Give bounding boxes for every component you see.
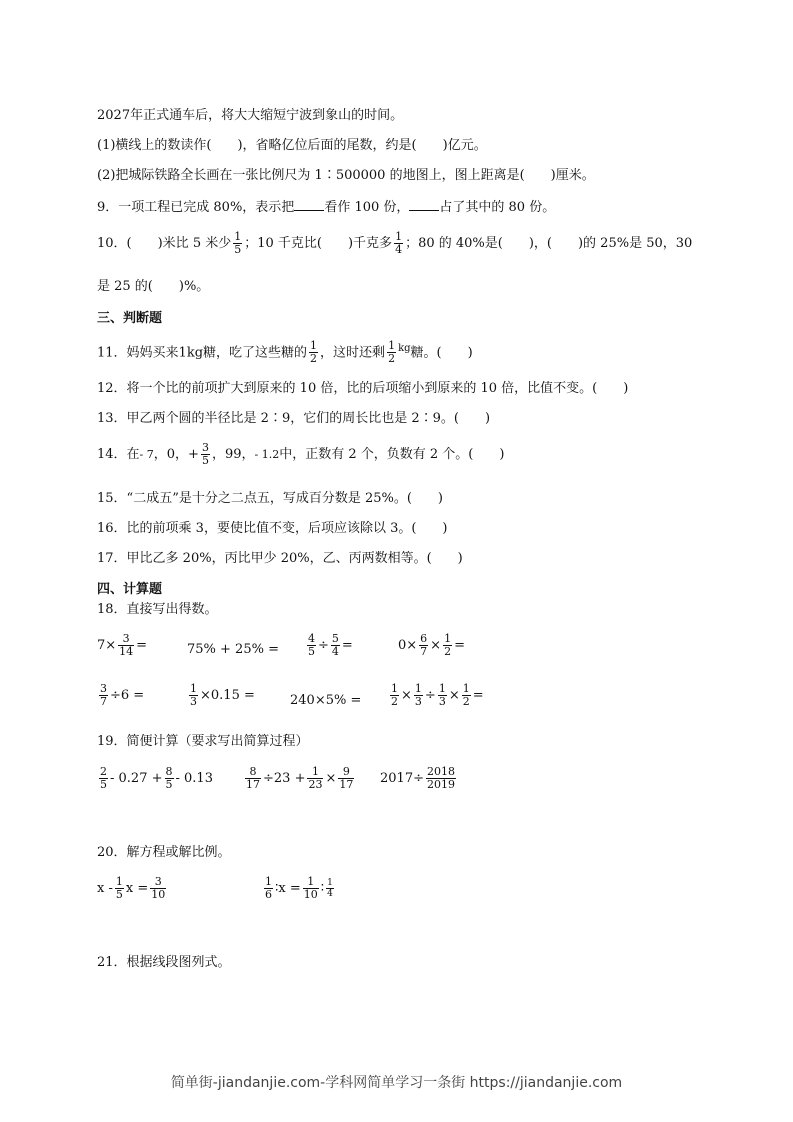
q11-kg-unit: kg — [398, 343, 411, 354]
calc-item-2: 75% + 25% = — [187, 642, 279, 657]
frac-den: 2019 — [426, 778, 455, 791]
q11-part-a: 11．妈妈买来 — [97, 345, 179, 361]
calc-text: 2017÷ — [380, 771, 424, 786]
question-17: 17．甲比乙多 20%，丙比甲少 20%，乙、丙两数相等。( ) — [97, 551, 463, 566]
simplify-item-2 — [243, 764, 356, 794]
q11-kg: 1kg — [178, 345, 204, 361]
fraction-1-4 — [394, 231, 403, 256]
fraction-6-7 — [419, 633, 428, 658]
text-line-6: 是 25 的( )%。 — [97, 279, 210, 294]
frac-den: 5 — [165, 778, 173, 791]
q9-part-a: 9．一项工程已完成 80%，表示把 — [97, 200, 295, 215]
question-13: 13．甲乙两个圆的半径比是 2∶9，它们的周长比也是 2∶9。( ) — [97, 411, 491, 426]
calc-text: x = — [125, 881, 149, 896]
frac-num: 1 — [234, 230, 242, 243]
fraction-1-2 — [390, 683, 399, 708]
q14-part-a: 14．在 — [97, 447, 140, 462]
calc-text: ÷ — [424, 688, 436, 703]
frac-den: 5 — [308, 645, 315, 658]
fraction-3-7 — [99, 683, 108, 708]
question-12: 12．将一个比的前项扩大到原来的 10 倍，比的后项缩小到原来的 10 倍，比值不变。( ) — [97, 381, 629, 396]
frac-den: 6 — [265, 888, 272, 901]
question-11 — [97, 334, 473, 368]
calc-text: ÷23 + — [263, 771, 306, 786]
calc-text: - 0.13 — [175, 771, 213, 786]
q14-part-c: ，99， — [211, 447, 255, 462]
question-20: 20．解方程或解比例。 — [97, 845, 231, 860]
calc-text: × — [430, 638, 442, 653]
calc-text: ×0.15 = — [200, 688, 255, 703]
q11-part-d: 糖。( ) — [410, 345, 473, 361]
frac-den: 14 — [119, 645, 134, 658]
frac-num: 9 — [342, 765, 350, 778]
question-18: 18．直接写出得数。 — [97, 602, 218, 617]
calc-text: ÷6 = — [110, 688, 145, 703]
frac-num: 1 — [438, 682, 446, 695]
frac-den: 3 — [438, 695, 446, 708]
fraction-2-5 — [99, 766, 108, 791]
calc-item-1 — [97, 632, 147, 660]
frac-num: 8 — [249, 765, 257, 778]
fraction-1-2 — [462, 683, 471, 708]
frac-num: 1 — [265, 875, 272, 888]
frac-den: 5 — [201, 454, 209, 467]
calc-text: = — [454, 638, 465, 653]
calc-text: ÷ — [318, 638, 329, 653]
frac-num: 1 — [327, 878, 333, 888]
frac-num: 2 — [100, 765, 107, 778]
frac-den: 23 — [308, 778, 323, 791]
section-heading-calculation: 四、计算题 — [97, 582, 163, 597]
fraction-1-23 — [307, 766, 323, 791]
calc-text: 0× — [398, 638, 418, 653]
fraction-3-10 — [150, 876, 166, 901]
q10-part-b: ；10 千克比( )千克多 — [244, 236, 393, 251]
calc-text: = — [341, 638, 353, 653]
calc-text: - 0.27 + — [110, 771, 163, 786]
frac-num: 1 — [395, 230, 403, 243]
page-footer: 简单街-jiandanjie.com-学科网简单学习一条街 https://jiandanjie.com — [170, 1075, 623, 1091]
fraction-1-5 — [233, 231, 242, 256]
q9-blank-2 — [409, 198, 439, 211]
fraction-1-10 — [303, 876, 319, 901]
fraction-5-4 — [331, 633, 340, 658]
simplify-item-3 — [380, 764, 458, 794]
frac-num: 3 — [201, 441, 209, 454]
frac-num: 3 — [154, 875, 162, 888]
frac-den: 2 — [391, 695, 398, 708]
text-line-3: (2)把城际铁路全长画在一张比例尺为 1∶500000 的地图上，图上距离是( )厘米。 — [97, 168, 595, 183]
fraction-8-5 — [165, 766, 174, 791]
frac-num: 1 — [115, 875, 123, 888]
frac-den: 2 — [388, 352, 396, 366]
question-19: 19．简便计算（要求写出简算过程） — [97, 734, 309, 749]
question-16: 16．比的前项乘 3，要使比值不变，后项应该除以 3。( ) — [97, 521, 448, 536]
text-line-1: 2027年正式通车后，将大大缩短宁波到象山的时间。 — [97, 108, 404, 123]
q10-part-c: ；80 的 40%是( )，( )的 25%是 50，30 — [405, 236, 693, 251]
calc-item-3 — [305, 632, 353, 660]
frac-num: 1 — [444, 632, 452, 645]
calc-item-8 — [388, 682, 484, 710]
frac-num: 3 — [100, 682, 107, 695]
frac-num: 8 — [165, 765, 173, 778]
fraction-3-14 — [118, 633, 134, 658]
question-9 — [97, 198, 555, 216]
frac-den: 7 — [100, 695, 107, 708]
frac-num: 1 — [310, 339, 318, 353]
simplify-item-1 — [97, 764, 213, 794]
frac-den: 2 — [444, 645, 452, 658]
fraction-3-5 — [201, 442, 210, 467]
fraction-1-3 — [438, 683, 447, 708]
calc-item-4 — [398, 632, 465, 660]
frac-num: 1 — [462, 682, 470, 695]
q14-minus-7: - 7 — [139, 448, 154, 461]
q11-part-c: ，这时还剩 — [320, 345, 386, 361]
q14-part-b: ，0， — [153, 447, 189, 462]
calc-item-5 — [97, 682, 144, 710]
fraction-8-17 — [245, 766, 261, 791]
calc-text: 7× — [97, 638, 117, 653]
section-heading-judgement: 三、判断题 — [97, 311, 163, 326]
fraction-1-3 — [414, 683, 423, 708]
frac-num: 1 — [414, 682, 422, 695]
frac-num: 5 — [331, 632, 339, 645]
fraction-4-5 — [307, 633, 316, 658]
frac-den: 17 — [246, 778, 260, 791]
frac-num: 1 — [190, 682, 197, 695]
q14-plus: + — [188, 447, 199, 462]
fraction-1-5 — [115, 876, 124, 901]
frac-den: 4 — [331, 645, 339, 658]
frac-den: 3 — [190, 695, 197, 708]
frac-num: 4 — [308, 632, 315, 645]
text-line-2: (1)横线上的数读作( )，省略亿位后面的尾数，约是( )亿元。 — [97, 138, 487, 153]
q9-part-c: 占了其中的 80 份。 — [439, 200, 556, 215]
frac-num: 3 — [122, 632, 130, 645]
question-21: 21．根据线段图列式。 — [97, 955, 231, 970]
frac-den: 5 — [100, 778, 107, 791]
frac-den: 5 — [234, 243, 242, 256]
frac-den: 7 — [420, 645, 428, 658]
question-10 — [97, 230, 692, 258]
frac-den: 2 — [462, 695, 470, 708]
fraction-1-3 — [189, 683, 198, 708]
frac-den: 4 — [395, 243, 403, 256]
q9-blank-1 — [294, 198, 324, 211]
fraction-1-2 — [443, 633, 452, 658]
q10-part-a: 10．( )米比 5 米少 — [97, 236, 232, 251]
fraction-9-17 — [338, 766, 354, 791]
fraction-2018-2019 — [426, 766, 456, 791]
q14-minus-1-2: - 1.2 — [254, 448, 280, 461]
proportion-1 — [262, 874, 336, 904]
frac-den: 2 — [310, 352, 318, 366]
equation-1 — [97, 874, 168, 904]
frac-den: 10 — [303, 888, 318, 901]
calc-text: × — [401, 688, 412, 703]
q14-part-d: 中，正数有 2 个，负数有 2 个。( ) — [279, 447, 505, 462]
question-14 — [97, 438, 504, 472]
frac-den: 3 — [414, 695, 422, 708]
frac-num: 6 — [420, 632, 428, 645]
frac-num: 1 — [307, 875, 315, 888]
frac-num: 1 — [391, 682, 398, 695]
calc-text: = — [136, 638, 148, 653]
frac-num: 1 — [311, 765, 319, 778]
calc-text: ∶ — [320, 881, 325, 896]
q9-part-b: 看作 100 份， — [324, 200, 410, 215]
calc-text: × — [325, 771, 337, 786]
calc-text: x - — [97, 881, 113, 896]
frac-num: 2018 — [426, 765, 455, 778]
frac-den: 5 — [115, 888, 123, 901]
calc-item-6 — [187, 682, 255, 710]
calc-text: ∶x = — [275, 881, 301, 896]
fraction-1-6 — [264, 876, 273, 901]
frac-den: 4 — [327, 889, 333, 899]
question-15: 15．“二成五”是十分之二点五，写成百分数是 25%。( ) — [97, 491, 444, 506]
fraction-1-4 — [326, 878, 334, 899]
frac-den: 17 — [339, 778, 354, 791]
q11-part-b: 糖，吃了这些糖的 — [203, 345, 308, 361]
calc-text: = — [472, 688, 484, 703]
calc-text: × — [448, 688, 460, 703]
fraction-1-2 — [309, 340, 318, 365]
frac-num: 1 — [388, 339, 396, 353]
frac-den: 10 — [151, 888, 166, 901]
fraction-1-2-kg — [387, 340, 396, 365]
calc-item-7: 240×5% = — [290, 693, 362, 708]
